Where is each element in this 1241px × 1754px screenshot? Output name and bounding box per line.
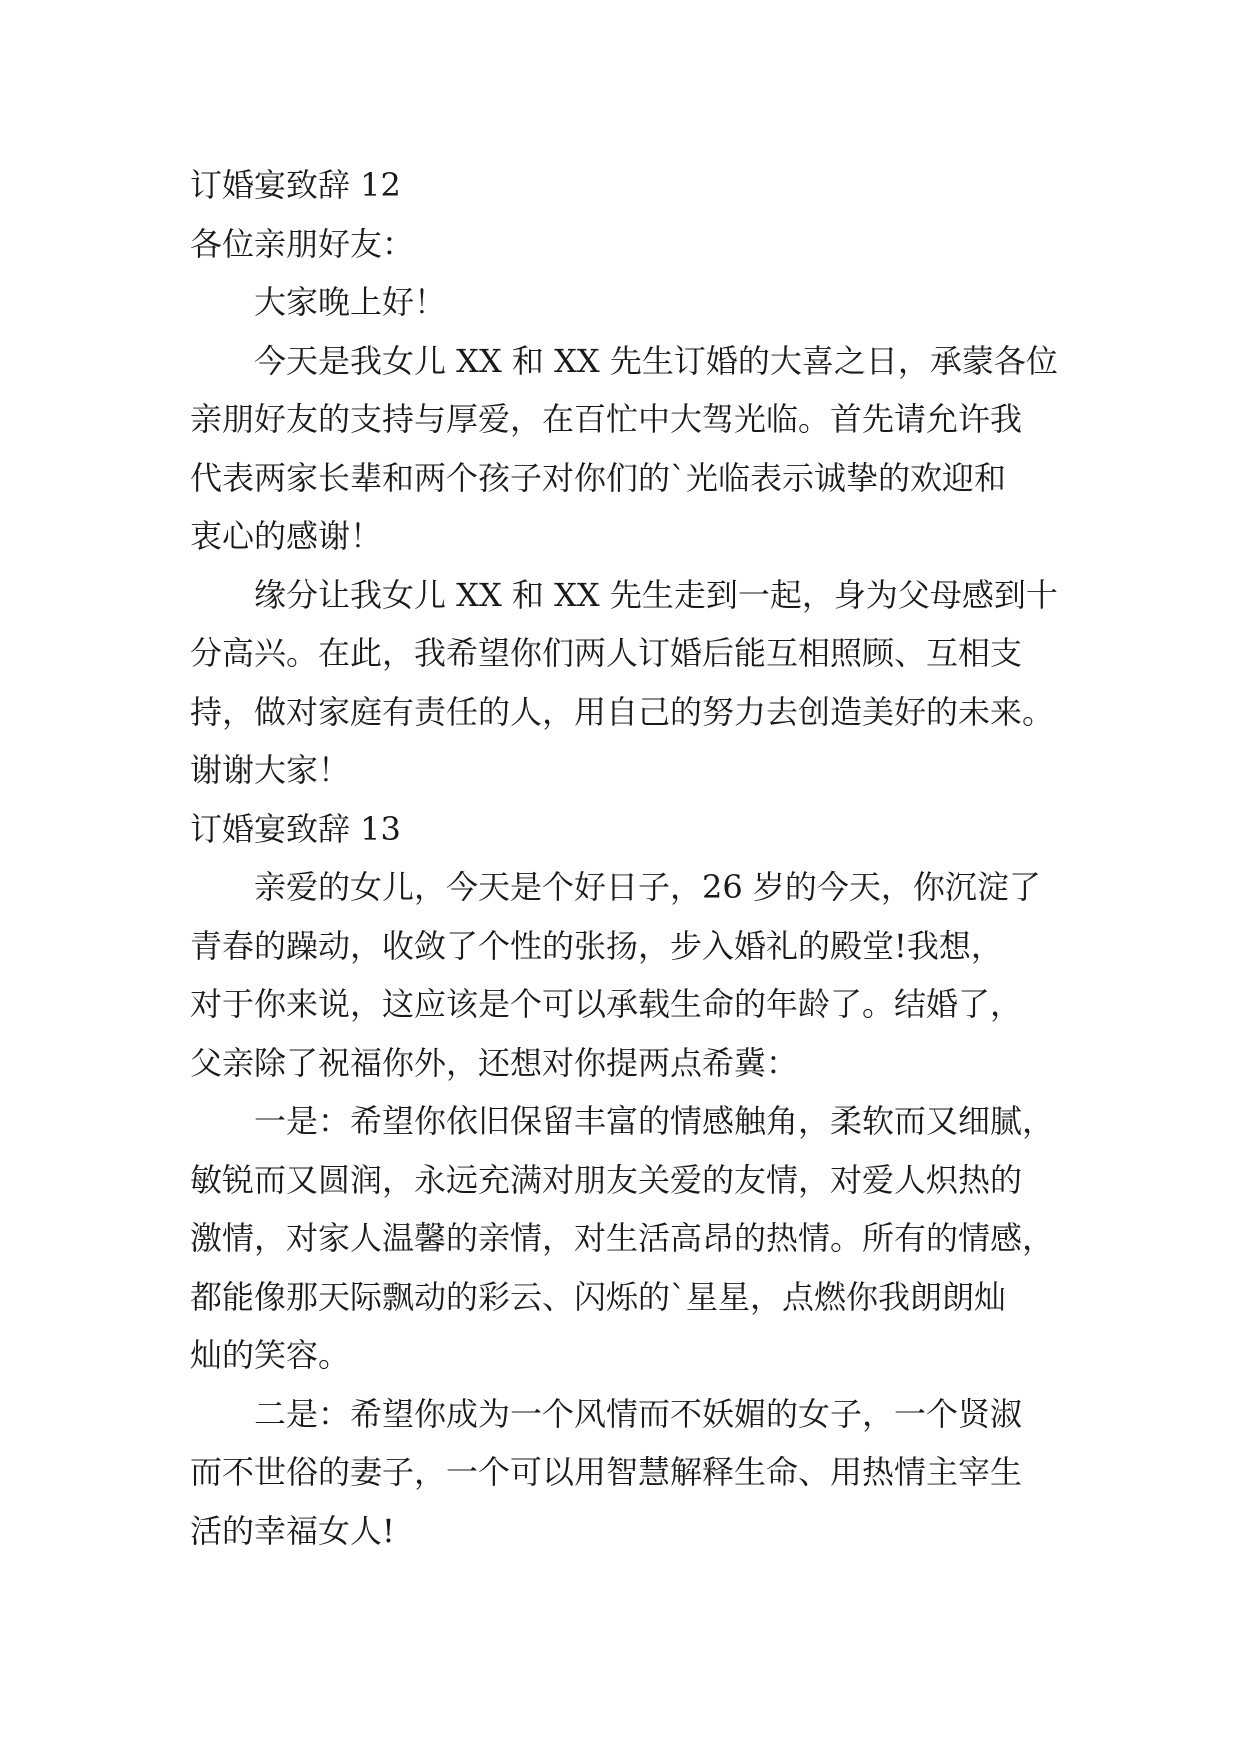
paragraph-line: 敏锐而又圆润，永远充满对朋友关爱的友情，对爱人炽热的: [190, 1160, 1023, 1199]
greeting: 大家晚上好！: [254, 283, 447, 321]
document-body: [190, 156, 1058, 1560]
paragraph-line: 衷心的感谢！: [190, 517, 383, 555]
paragraph-line: 缘分让我女儿 XX 和 XX 先生走到一起，身为父母感到十: [254, 575, 1058, 614]
paragraph-line: 分高兴。在此，我希望你们两人订婚后能互相照顾、互相支: [190, 634, 1023, 672]
paragraph-line: 灿的笑容。: [190, 1336, 351, 1374]
paragraph-line: 二是：希望你成为一个风情而不妖媚的女子，一个贤淑: [254, 1394, 1023, 1433]
paragraph-line: 亲朋好友的支持与厚爱，在百忙中大驾光临。首先请允许我: [190, 400, 1023, 438]
paragraph-line: 对于你来说，这应该是个可以承载生命的年龄了。结婚了，: [190, 985, 1023, 1023]
paragraph-line: 父亲除了祝福你外，还想对你提两点希冀：: [190, 1043, 799, 1082]
paragraph-line: 持，做对家庭有责任的人，用自己的努力去创造美好的未来。: [190, 692, 1055, 731]
paragraph-line: 而不世俗的妻子，一个可以用智慧解释生命、用热情主宰生: [190, 1453, 1023, 1491]
paragraph-line: 活的幸福女人!: [190, 1511, 395, 1550]
paragraph-line: 激情，对家人温馨的亲情，对生活高昂的热情。所有的情感，: [190, 1219, 1055, 1257]
closing-line: 谢谢大家！: [190, 751, 351, 789]
paragraph-line: 一是：希望你依旧保留丰富的情感触角，柔软而又细腻，: [254, 1102, 1055, 1140]
paragraph-line: 代表两家长辈和两个孩子对你们的`光临表示诚挚的欢迎和: [190, 458, 1007, 497]
paragraph-line: 青春的躁动，收敛了个性的张扬，步入婚礼的殿堂!我想，: [190, 926, 1003, 965]
paragraph-line: 今天是我女儿 XX 和 XX 先生订婚的大喜之日，承蒙各位: [254, 341, 1058, 380]
paragraph-line: 都能像那天际飘动的彩云、闪烁的`星星，点燃你我朗朗灿: [190, 1277, 1007, 1316]
section-title-12: 订婚宴致辞 12: [190, 166, 401, 204]
paragraph-line: 亲爱的女儿，今天是个好日子，26 岁的今天，你沉淀了: [254, 868, 1041, 906]
salutation: 各位亲朋好友：: [190, 224, 415, 263]
section-title-13: 订婚宴致辞 13: [190, 809, 401, 848]
